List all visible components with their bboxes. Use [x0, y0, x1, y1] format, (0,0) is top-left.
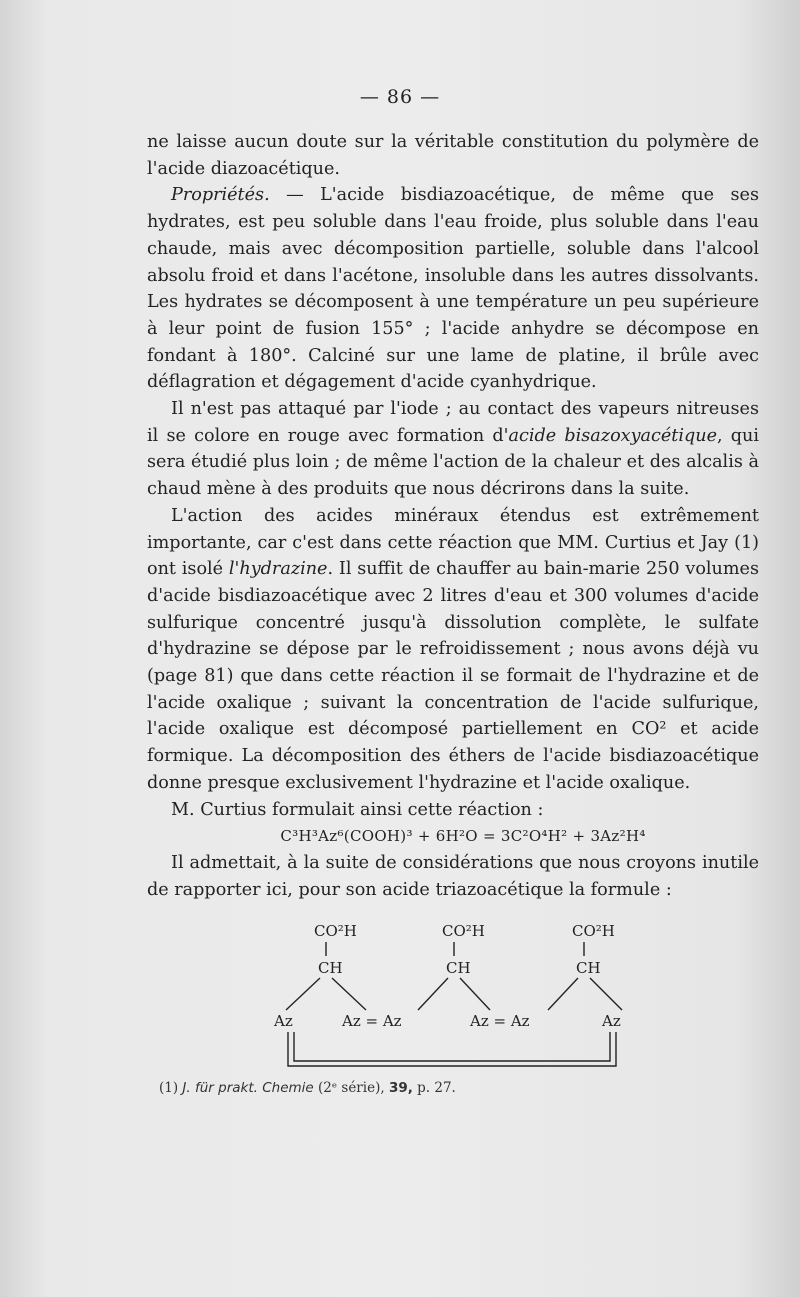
italic-term: l'hydrazine	[228, 559, 328, 580]
paragraph-text: , qui sera étudié plus loin ; de même l'action de la chaleur et des alcalis à chaud mène à des produits que nous décrirons dans la suite.	[147, 425, 760, 500]
section-label: Propriétés.	[171, 185, 270, 206]
paragraph-text: — L'acide bisdiazoacétique, de même que ses hydrates, est peu soluble dans l'eau froide, plus soluble dans l'eau chaude, mais avec décomposition partielle, soluble dans l'alcool absolu froid et dans l'acétone, insoluble dans les autres dissolvants. Les hydrates se décomposent à une température un peu supérieure à leur point de fusion 155° ; l'acide anhydre se décompose en fondant à 180°. Calciné sur une lame de platine, il brûle avec déflagration et dégagement d'acide cyanhydrique.	[147, 185, 759, 393]
italic-term: acide bisazoxyacétique	[508, 425, 717, 446]
formula-co2h-2: CO²H	[442, 922, 485, 940]
reaction-equation: C³H³Az⁶(COOH)³ + 6H²O = 3C²O⁴H² + 3Az²H⁴	[280, 827, 646, 846]
paragraph-curtius: M. Curtius formulait ainsi cette réaction :	[171, 799, 544, 820]
formula-ch-1: CH	[318, 959, 343, 977]
paragraph-acids	[147, 503, 759, 797]
paragraph-text: . Il suffit de chauffer au bain-marie 250 volumes d'acide bisdiazoacétique avec 2 litres d'eau et 300 volumes d'acide sulfurique concentré jusqu'à dissolution complète, le sulfate d'hydrazine se dépose par le refroidissement ; nous avons déjà vu (page 81) que dans cette réaction il se formait de l'hydrazine et de l'acide oxalique ; suivant la concentration de l'acide sulfurique, l'acide oxalique est décomposé partiellement en CO² et acide formique. La décomposition des éthers de l'acide bisdiazoacétique donne presque exclusivement l'hydrazine et l'acide oxalique.	[147, 559, 760, 793]
footnote	[159, 1080, 456, 1096]
page-number: — 86 —	[359, 86, 441, 108]
paragraph-text: L'action des acides minéraux étendus est extrêmement importante, car c'est dans cette réaction que MM. Curtius et Jay (1) ont isolé	[147, 505, 759, 580]
formula-az-right: Az	[602, 1012, 621, 1030]
body-text	[147, 129, 759, 903]
footnote-series: (2ᵉ série),	[318, 1080, 385, 1096]
footnote-marker: (1)	[159, 1080, 179, 1096]
structural-formula	[272, 918, 632, 1078]
formula-az-left: Az	[274, 1012, 293, 1030]
paragraph-continuation: ne laisse aucun doute sur la véritable constitution du polymère de l'acide diazoacétique.	[147, 132, 759, 179]
formula-co2h-1: CO²H	[314, 922, 357, 940]
footnote-journal: J. für prakt. Chemie	[182, 1080, 314, 1096]
paragraph-iodine	[147, 396, 759, 503]
formula-co2h-3: CO²H	[572, 922, 615, 940]
footnote-volume: 39,	[388, 1080, 413, 1096]
paragraph-text: Il n'est pas attaqué par l'iode ; au contact des vapeurs nitreuses il se colore en rouge avec formation d'	[147, 399, 759, 446]
formula-ch-2: CH	[446, 959, 471, 977]
paragraph-properties	[147, 182, 759, 396]
formula-az-bond-2: Az = Az	[470, 1012, 530, 1030]
formula-az-bond-1: Az = Az	[342, 1012, 402, 1030]
footnote-page: p. 27.	[417, 1080, 456, 1096]
formula-diagram	[272, 918, 632, 1078]
paragraph-formula-intro: Il admettait, à la suite de considérations que nous croyons inutile de rapporter ici, pour son acide triazoacétique la formule :	[147, 852, 759, 900]
formula-ch-3: CH	[576, 959, 601, 977]
